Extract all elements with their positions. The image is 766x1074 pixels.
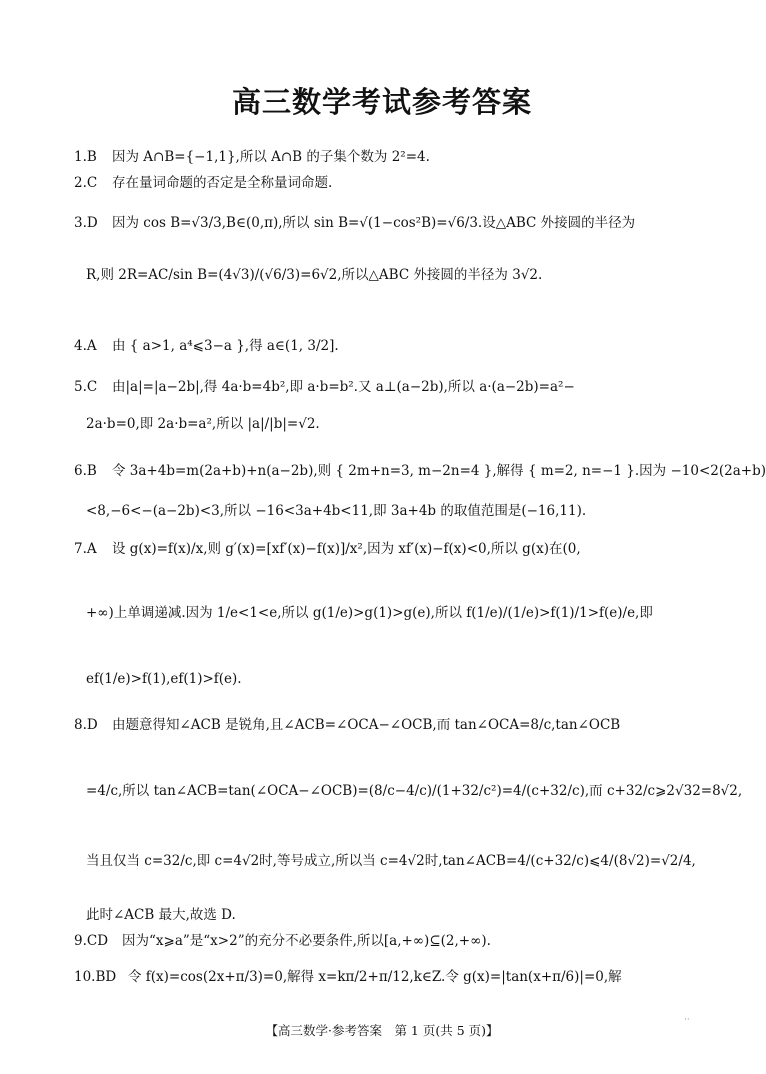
page-footer: 【高三数学·参考答案 第 1 页(共 5 页)】	[265, 1023, 499, 1038]
answer-7-line-2: +∞)上单调递减.因为 1/e<1<e,所以 g(1/e)>g(1)>g(e),所以 f(1/e)/(1/e)>f(1)/1>f(e)/e,即	[86, 605, 653, 621]
answer-2-number: 2.C	[74, 175, 98, 191]
answer-3-line-1: 因为 cos B=√3/3,B∈(0,π),所以 sin B=√(1−cos²B)=√6/3.设△ABC 外接圆的半径为	[112, 215, 636, 231]
answer-10-number: 10.BD	[74, 969, 117, 985]
corner-mark: ··	[684, 1015, 690, 1025]
page-title: 高三数学考试参考答案	[231, 85, 532, 119]
answer-5-line-2: 2a·b=0,即 2a·b=a²,所以 |a|/|b|=√2.	[86, 416, 320, 432]
answer-8-line-1: 由题意得知∠ACB 是锐角,且∠ACB=∠OCA−∠OCB,而 tan∠OCA=8/c,tan∠OCB	[112, 717, 621, 733]
answer-2-line-1: 存在量词命题的否定是全称量词命题.	[112, 175, 333, 191]
answer-9-number: 9.CD	[74, 933, 109, 949]
answer-1-number: 1.B	[74, 149, 97, 165]
answer-7-number: 7.A	[74, 541, 97, 557]
answer-6-line-2: <8,−6<−(a−2b)<3,所以 −16<3a+4b<11,即 3a+4b 的取值范围是(−16,11).	[86, 503, 587, 519]
answer-6-line-1: 令 3a+4b=m(2a+b)+n(a−2b),则 { 2m+n=3, m−2n=4 },解得 { m=2, n=−1 }.因为 −10<2(2a+b)	[112, 463, 766, 479]
answer-3-line-2: R,则 2R=AC/sin B=(4√3)/(√6/3)=6√2,所以△ABC 外接圆的半径为 3√2.	[86, 267, 543, 283]
answer-7-line-1: 设 g(x)=f(x)/x,则 g′(x)=[xf′(x)−f(x)]/x²,因为 xf′(x)−f(x)<0,所以 g(x)在(0,	[112, 541, 581, 557]
answer-10-line-1: 令 f(x)=cos(2x+π/3)=0,解得 x=kπ/2+π/12,k∈Z.令 g(x)=|tan(x+π/6)|=0,解	[128, 969, 622, 985]
answer-5-number: 5.C	[74, 379, 98, 395]
answer-7-line-3: ef(1/e)>f(1),ef(1)>f(e).	[86, 671, 242, 687]
answer-8-line-3: 当且仅当 c=32/c,即 c=4√2时,等号成立,所以当 c=4√2时,tan∠ACB=4/(c+32/c)⩽4/(8√2)=√2/4,	[86, 853, 696, 869]
answer-1-line-1: 因为 A∩B={−1,1},所以 A∩B 的子集个数为 2²=4.	[112, 149, 430, 165]
answer-4-number: 4.A	[74, 338, 97, 354]
answer-8-number: 8.D	[74, 717, 98, 733]
answer-9-line-1: 因为“x⩾a”是“x>2”的充分不必要条件,所以[a,+∞)⊆(2,+∞).	[122, 933, 491, 949]
answer-6-number: 6.B	[74, 463, 97, 479]
answer-4-line-1: 由 { a>1, a⁴⩽3−a },得 a∈(1, 3/2].	[112, 338, 339, 354]
answer-8-line-4: 此时∠ACB 最大,故选 D.	[86, 907, 236, 923]
answer-8-line-2: =4/c,所以 tan∠ACB=tan(∠OCA−∠OCB)=(8/c−4/c)/(1+32/c²)=4/(c+32/c),而 c+32/c⩾2√32=8√2,	[86, 783, 743, 799]
answer-5-line-1: 由|a|=|a−2b|,得 4a·b=4b²,即 a·b=b².又 a⊥(a−2b),所以 a·(a−2b)=a²−	[112, 379, 575, 395]
answer-3-number: 3.D	[74, 215, 98, 231]
